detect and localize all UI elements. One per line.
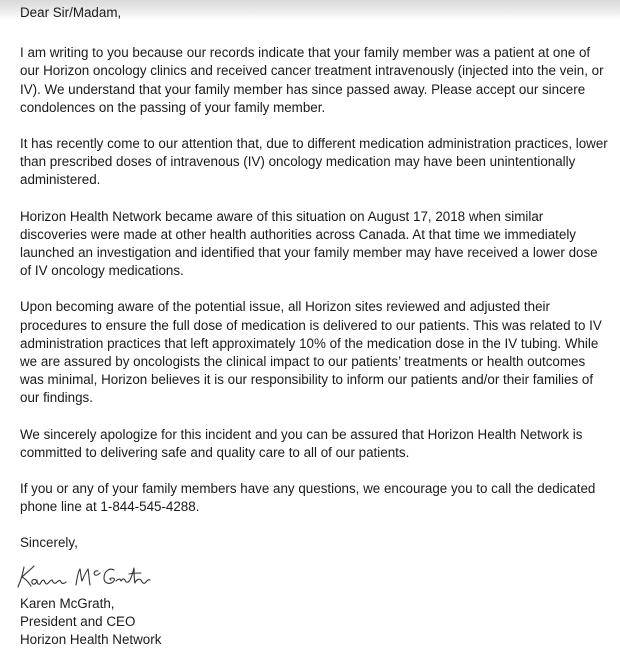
letter-greeting: Dear Sir/Madam, bbox=[20, 5, 122, 20]
paragraph-apology: We sincerely apologize for this incident and you can be assured that Horizon Health Network is committed to delivering safe and quality care to all of our patients. bbox=[20, 426, 583, 460]
paragraph-intro: I am writing to you because our records indicate that your family member was a patient at one of our Horizon oncology clinics and received cancer treatment intravenously (injected into the vein, or IV). We understand that your family member has since passed away. Please accept our sincere condolences on the passing of your family member. bbox=[20, 45, 604, 115]
paragraph-contact: If you or any of your family members have any questions, we encourage you to call the dedicated phone line at 1-844-545-4288. bbox=[20, 481, 596, 515]
signer-block bbox=[20, 595, 610, 650]
paragraph-issue: It has recently come to our attention that, due to different medication administration practices, lower than prescribed doses of intravenous (IV) oncology medication may have been unintentionally administered. bbox=[20, 136, 608, 188]
paragraph-discovery: Horizon Health Network became aware of this situation on August 17, 2018 when similar discoveries were made at other health authorities across Canada. At that time we immediately launched an investigation and identified that your family member may have received a lower dose of IV oncology medications. bbox=[20, 208, 598, 279]
paragraph-actions: Upon becoming aware of the potential issue, all Horizon sites reviewed and adjusted their procedures to ensure the full dose of medication is delivered to our patients. This was related to IV administration practices that left approximately 10% of the medication dose in the IV tubing. While we are assured by oncologists the clinical impact to our patients’ treatments or health outcomes was minimal, Horizon believes it is our responsibility to inform our patients and/or their families of our findings. bbox=[20, 299, 602, 406]
signer-title: President and CEO bbox=[20, 614, 136, 630]
handwritten-signature bbox=[14, 561, 164, 591]
signer-organization: Horizon Health Network bbox=[20, 632, 162, 648]
letter-body bbox=[20, 4, 610, 650]
signer-name: Karen McGrath, bbox=[20, 595, 115, 611]
letter-closing: Sincerely, bbox=[20, 535, 78, 551]
